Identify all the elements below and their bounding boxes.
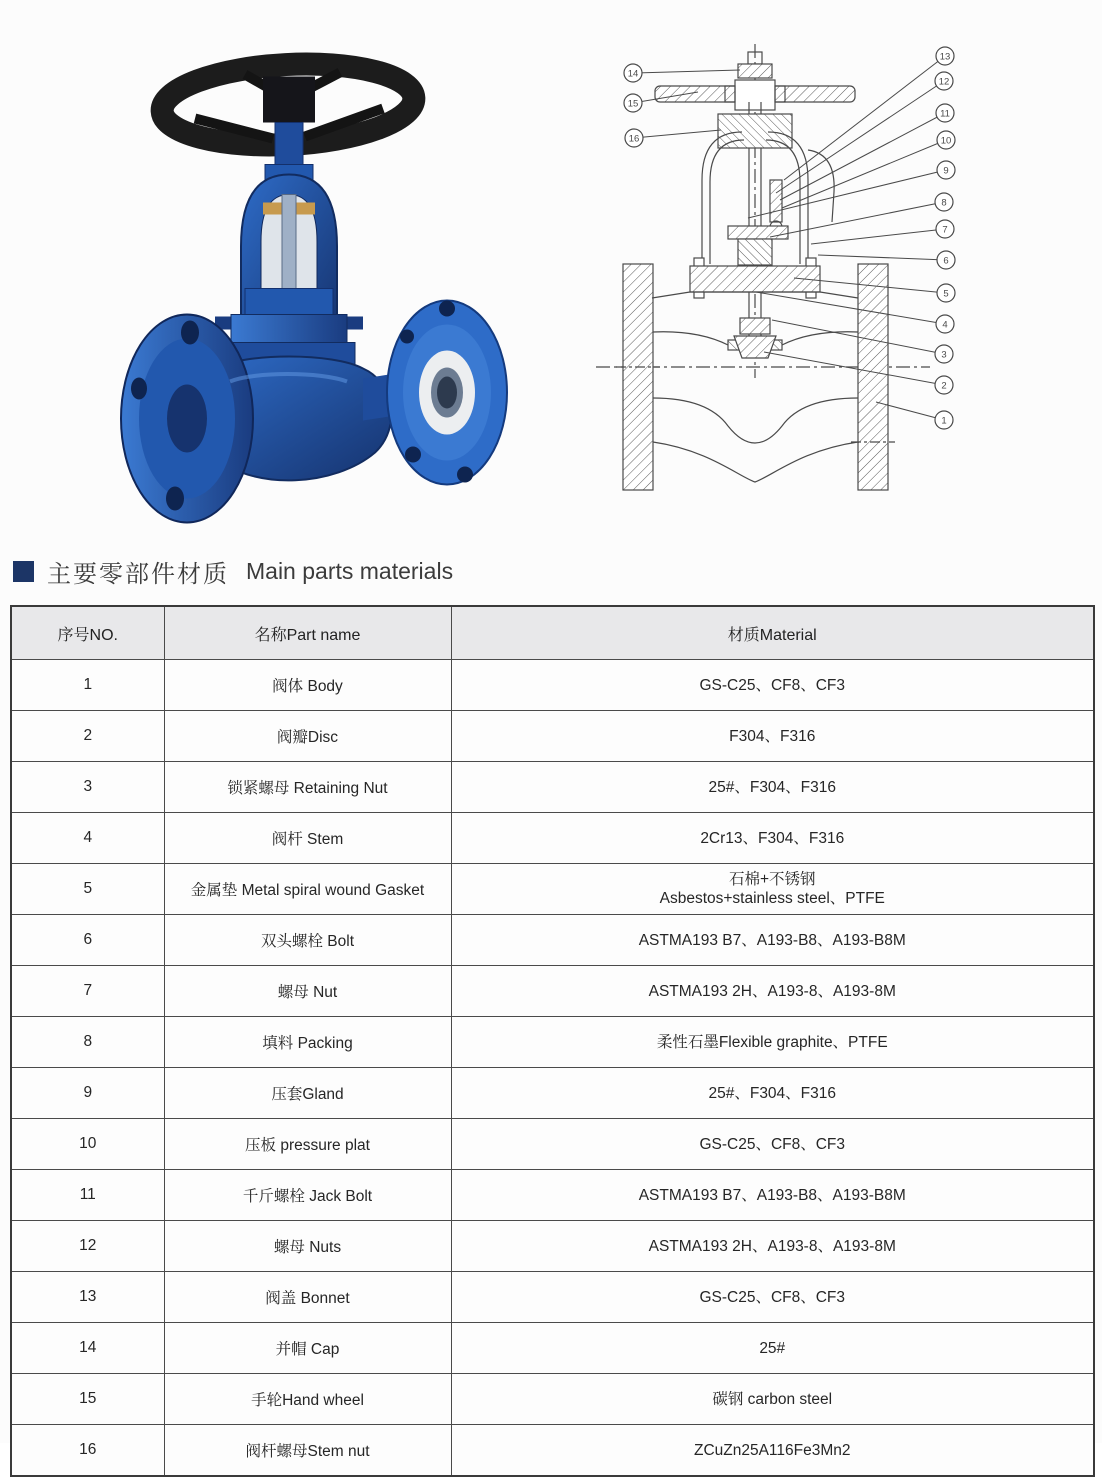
material-text: ASTMA193 B7、A193-B8、A193-B8M bbox=[638, 931, 906, 949]
material-text: ASTMA193 2H、A193-8、A193-8M bbox=[648, 1237, 896, 1255]
right-flange bbox=[387, 301, 507, 485]
part-name-cell: 金属垫 Metal spiral wound Gasket bbox=[164, 864, 451, 915]
callout-number: 4 bbox=[942, 319, 948, 331]
material-cell bbox=[451, 1425, 1094, 1477]
row-no-cell: 5 bbox=[11, 864, 164, 915]
material-cell bbox=[451, 1221, 1094, 1272]
callout-leader-line bbox=[782, 140, 949, 208]
table-row bbox=[11, 660, 1094, 711]
material-cell bbox=[451, 966, 1094, 1017]
part-name-cell: 阀盖 Bonnet bbox=[164, 1272, 451, 1323]
row-no-cell: 3 bbox=[11, 762, 164, 813]
row-no-cell: 9 bbox=[11, 1068, 164, 1119]
callout-number: 6 bbox=[943, 255, 949, 267]
material-text: 柔性石墨Flexible graphite、PTFE bbox=[656, 1033, 888, 1051]
valve-cross-section-svg bbox=[578, 26, 988, 514]
material-text: F304、F316 bbox=[729, 727, 816, 745]
part-name-cell: 螺母 Nuts bbox=[164, 1221, 451, 1272]
callout-number: 9 bbox=[943, 165, 949, 177]
part-name-cell: 压板 pressure plat bbox=[164, 1119, 451, 1170]
material-cell bbox=[451, 864, 1094, 915]
callout-number: 10 bbox=[940, 135, 952, 147]
callout-number: 13 bbox=[939, 51, 951, 63]
section-heading bbox=[13, 554, 453, 589]
row-no-cell: 13 bbox=[11, 1272, 164, 1323]
callout-number: 15 bbox=[627, 98, 639, 110]
table-row bbox=[11, 1017, 1094, 1068]
material-text: ASTMA193 2H、A193-8、A193-8M bbox=[648, 982, 896, 1000]
material-cell bbox=[451, 660, 1094, 711]
callout-number: 11 bbox=[940, 108, 950, 120]
callout-leader-line bbox=[818, 255, 946, 260]
material-text: ZCuZn25A116Fe3Mn2 bbox=[693, 1441, 851, 1459]
material-cell bbox=[451, 1272, 1094, 1323]
table-row bbox=[11, 762, 1094, 813]
table-row bbox=[11, 813, 1094, 864]
table-row bbox=[11, 1374, 1094, 1425]
material-text: 25#、F304、F316 bbox=[708, 1084, 837, 1102]
material-text: GS-C25、CF8、CF3 bbox=[699, 676, 846, 694]
callout-layer bbox=[624, 47, 955, 429]
material-cell bbox=[451, 1323, 1094, 1374]
callout-number: 2 bbox=[941, 380, 947, 392]
callout-number: 12 bbox=[938, 76, 950, 88]
row-no-cell: 1 bbox=[11, 660, 164, 711]
part-name-cell: 填料 Packing bbox=[164, 1017, 451, 1068]
material-cell bbox=[451, 711, 1094, 762]
row-no-cell: 4 bbox=[11, 813, 164, 864]
row-no-cell: 15 bbox=[11, 1374, 164, 1425]
table-row bbox=[11, 1119, 1094, 1170]
row-no-cell: 2 bbox=[11, 711, 164, 762]
left-flange bbox=[121, 315, 253, 523]
part-name-cell: 螺母 Nut bbox=[164, 966, 451, 1017]
column-header-0: 序号NO. bbox=[11, 606, 164, 660]
material-cell bbox=[451, 1068, 1094, 1119]
callout-number: 5 bbox=[943, 288, 949, 300]
material-cell bbox=[451, 915, 1094, 966]
material-cell bbox=[451, 813, 1094, 864]
callout-number: 1 bbox=[941, 415, 947, 427]
row-no-cell: 6 bbox=[11, 915, 164, 966]
material-text: 碳钢 carbon steel bbox=[712, 1390, 833, 1408]
material-cell bbox=[451, 1170, 1094, 1221]
material-text: 2Cr13、F304、F316 bbox=[700, 829, 845, 847]
part-name-cell: 双头螺栓 Bolt bbox=[164, 915, 451, 966]
row-no-cell: 16 bbox=[11, 1425, 164, 1477]
row-no-cell: 11 bbox=[11, 1170, 164, 1221]
part-name-cell: 阀体 Body bbox=[164, 660, 451, 711]
table-row bbox=[11, 711, 1094, 762]
callout-leader-line bbox=[764, 352, 944, 385]
column-header-1: 名称Part name bbox=[164, 606, 451, 660]
callout-number: 8 bbox=[941, 197, 947, 209]
table-row bbox=[11, 1425, 1094, 1477]
material-text: GS-C25、CF8、CF3 bbox=[699, 1288, 846, 1306]
row-no-cell: 14 bbox=[11, 1323, 164, 1374]
part-name-cell: 阀杆 Stem bbox=[164, 813, 451, 864]
column-header-2: 材质Material bbox=[451, 606, 1094, 660]
table-row bbox=[11, 1068, 1094, 1119]
part-name-cell: 手轮Hand wheel bbox=[164, 1374, 451, 1425]
callout-leader-line bbox=[634, 130, 721, 138]
callout-leader-line bbox=[784, 56, 945, 180]
row-no-cell: 7 bbox=[11, 966, 164, 1017]
globe-valve-photo bbox=[95, 35, 525, 523]
table-row bbox=[11, 864, 1094, 915]
table-row bbox=[11, 1170, 1094, 1221]
material-cell bbox=[451, 762, 1094, 813]
section-title-en: Main parts materials bbox=[246, 558, 454, 584]
callout-leader-line bbox=[811, 229, 945, 244]
callout-number: 16 bbox=[628, 133, 640, 145]
row-no-cell: 8 bbox=[11, 1017, 164, 1068]
callout-number: 3 bbox=[941, 349, 947, 361]
part-name-cell: 千斤螺栓 Jack Bolt bbox=[164, 1170, 451, 1221]
part-name-cell: 并帽 Cap bbox=[164, 1323, 451, 1374]
heading-bullet-square-icon bbox=[13, 561, 34, 582]
table-row bbox=[11, 966, 1094, 1017]
part-name-cell: 阀瓣Disc bbox=[164, 711, 451, 762]
part-name-cell: 锁紧螺母 Retaining Nut bbox=[164, 762, 451, 813]
material-text: 石棉+不锈钢 bbox=[728, 871, 816, 888]
globe-valve-photo-illustration bbox=[95, 35, 525, 523]
callout-number: 14 bbox=[627, 68, 639, 80]
material-cell bbox=[451, 1374, 1094, 1425]
callout-number: 7 bbox=[942, 224, 948, 236]
callout-leader-line bbox=[633, 70, 740, 73]
materials-table bbox=[10, 605, 1095, 1477]
material-text: 25#、F304、F316 bbox=[708, 778, 837, 796]
material-text: 25# bbox=[759, 1339, 786, 1357]
table-row bbox=[11, 1323, 1094, 1374]
table-row bbox=[11, 1272, 1094, 1323]
row-no-cell: 10 bbox=[11, 1119, 164, 1170]
table-row bbox=[11, 915, 1094, 966]
table-row bbox=[11, 1221, 1094, 1272]
part-name-cell: 阀杆螺母Stem nut bbox=[164, 1425, 451, 1477]
section-title-zh: 主要零部件材质 bbox=[47, 561, 229, 588]
material-cell bbox=[451, 1017, 1094, 1068]
valve-cross-section-drawing bbox=[578, 26, 988, 514]
materials-table-header bbox=[11, 606, 1094, 660]
part-name-cell: 压套Gland bbox=[164, 1068, 451, 1119]
row-no-cell: 12 bbox=[11, 1221, 164, 1272]
material-cell bbox=[451, 1119, 1094, 1170]
material-text: ASTMA193 B7、A193-B8、A193-B8M bbox=[638, 1186, 906, 1204]
material-text-line2: Asbestos+stainless steel、PTFE bbox=[659, 890, 885, 907]
material-text: GS-C25、CF8、CF3 bbox=[699, 1135, 846, 1153]
